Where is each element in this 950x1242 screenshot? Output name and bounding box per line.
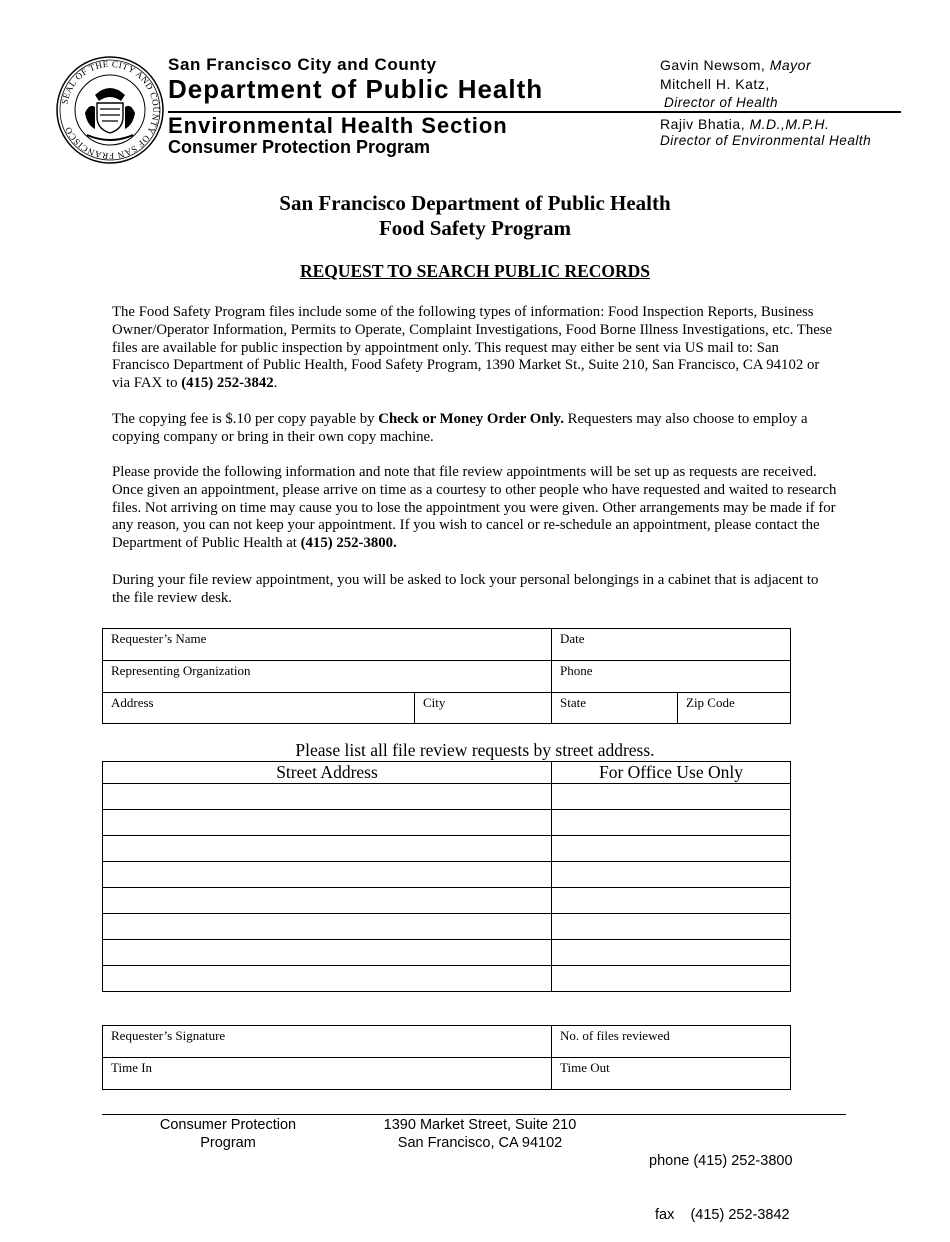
footer-program-line: Program bbox=[200, 1135, 256, 1151]
office-use-cell bbox=[551, 939, 791, 966]
office-use-cell bbox=[551, 809, 791, 836]
official-mayor bbox=[660, 57, 811, 73]
time-in-field[interactable] bbox=[102, 1057, 552, 1090]
requester-name-field[interactable] bbox=[102, 628, 552, 661]
field-label: Address bbox=[111, 695, 154, 710]
form-title: REQUEST TO SEARCH PUBLIC RECORDS bbox=[299, 261, 651, 281]
street-address-cell[interactable] bbox=[102, 939, 552, 966]
official-name: Rajiv Bhatia, bbox=[660, 116, 746, 132]
street-address-cell[interactable] bbox=[102, 835, 552, 862]
field-label: Time Out bbox=[560, 1060, 610, 1075]
footer-street: 1390 Market Street, Suite 210 bbox=[383, 1117, 577, 1133]
signature-field[interactable] bbox=[102, 1025, 552, 1058]
state-field[interactable] bbox=[551, 692, 678, 724]
fee-text: The copying fee is $.10 per copy payable by bbox=[112, 411, 379, 427]
page-subtitle: Food Safety Program bbox=[378, 216, 572, 240]
street-address-cell[interactable] bbox=[102, 913, 552, 940]
organization-field[interactable] bbox=[102, 660, 552, 693]
field-label: State bbox=[560, 695, 586, 710]
footer-program bbox=[128, 1116, 328, 1152]
official-director-env bbox=[660, 116, 829, 132]
fee-end: Requesters may also choose to employ a copying company or bring in their own copy machine. bbox=[112, 411, 808, 445]
field-label: Requester’s Signature bbox=[111, 1028, 226, 1043]
signature-form bbox=[102, 1025, 791, 1090]
field-label: Phone bbox=[560, 663, 593, 678]
street-address-cell[interactable] bbox=[102, 861, 552, 888]
zip-code-field[interactable] bbox=[677, 692, 791, 724]
office-use-header: For Office Use Only bbox=[551, 761, 791, 784]
field-label: Zip Code bbox=[686, 695, 735, 710]
city-field[interactable] bbox=[414, 692, 552, 724]
official-director-health-name: Mitchell H. Katz, bbox=[660, 76, 770, 92]
payment-method: Check or Money Order Only. bbox=[378, 411, 564, 427]
field-label: Representing Organization bbox=[111, 663, 251, 678]
official-name: Gavin Newsom, bbox=[660, 57, 766, 73]
address-field[interactable] bbox=[102, 692, 415, 724]
city-county-label: San Francisco City and County bbox=[168, 55, 437, 74]
appointment-paragraph bbox=[112, 464, 840, 553]
field-label: City bbox=[423, 695, 446, 710]
official-credentials: M.D.,M.P.H. bbox=[749, 116, 830, 132]
requester-info-form bbox=[102, 628, 791, 724]
appointment-text: Please provide the following information and note that file review appointments will be set up as requests are received. Once given an appointment, please arrive on time as a courtesy to other people who have requested and waited to research files. Not arriving on time may cause you to lose the appointment you were given. Other arrangements may be made if for any reason, you can not keep your appointment. If you wish to cancel or re-schedule an appointment, please contact the Department of Public Health at bbox=[112, 464, 837, 552]
official-director-env-title: Director of Environmental Health bbox=[660, 133, 872, 148]
footer-address bbox=[355, 1116, 605, 1152]
field-label: Date bbox=[560, 631, 585, 646]
date-field[interactable] bbox=[551, 628, 791, 661]
intro-end: . bbox=[273, 375, 278, 392]
street-address-cell[interactable] bbox=[102, 965, 552, 992]
street-address-cell[interactable] bbox=[102, 809, 552, 836]
request-list-table bbox=[102, 761, 791, 990]
department-name: Department of Public Health bbox=[168, 74, 544, 104]
fee-paragraph bbox=[112, 411, 840, 447]
office-use-cell bbox=[551, 861, 791, 888]
street-address-cell[interactable] bbox=[102, 887, 552, 914]
field-label: No. of files reviewed bbox=[560, 1028, 670, 1043]
section-name: Environmental Health Section bbox=[168, 113, 508, 138]
field-label: Requester’s Name bbox=[111, 631, 207, 646]
footer-program-line: Consumer Protection bbox=[159, 1117, 297, 1133]
footer-divider bbox=[102, 1114, 846, 1115]
footer-contact bbox=[634, 1116, 814, 1242]
street-address-header: Street Address bbox=[102, 761, 552, 784]
page-title: San Francisco Department of Public Health bbox=[279, 191, 671, 215]
footer-city: San Francisco, CA 94102 bbox=[397, 1135, 563, 1151]
official-title: Mayor bbox=[769, 57, 812, 73]
office-use-cell bbox=[551, 913, 791, 940]
office-use-cell bbox=[551, 887, 791, 914]
belongings-paragraph: During your file review appointment, you will be asked to lock your personal belongings in a cabinet that is adjacent to the file review desk. bbox=[112, 572, 819, 606]
request-list-caption: Please list all file review requests by street address. bbox=[295, 740, 655, 760]
field-label: Time In bbox=[111, 1060, 153, 1075]
footer-fax: fax (415) 252-3842 bbox=[655, 1207, 790, 1223]
office-use-cell bbox=[551, 783, 791, 810]
intro-text: The Food Safety Program files include some of the following types of information: Food Inspection Reports, Business Owner/Operator Information, Permits to Operate, Complaint Investigations, Food Borne Illness Investigations, etc. These files are available for public inspection by appointment only. This request may either be sent via US mail to: San Francisco Department of Public Health, Food Safety Program, 1390 Market St., Suite 210, San Francisco, CA 94102 or via FAX to bbox=[112, 304, 833, 392]
office-use-cell bbox=[551, 835, 791, 862]
street-address-cell[interactable] bbox=[102, 783, 552, 810]
office-use-cell bbox=[551, 965, 791, 992]
program-name: Consumer Protection Program bbox=[168, 137, 431, 157]
contact-phone: (415) 252-3800. bbox=[300, 535, 397, 552]
city-seal-logo bbox=[55, 55, 165, 165]
fax-number: (415) 252-3842 bbox=[181, 375, 274, 392]
time-out-field[interactable] bbox=[551, 1057, 791, 1090]
intro-paragraph bbox=[112, 304, 840, 393]
footer-phone: phone (415) 252-3800 bbox=[649, 1153, 793, 1169]
official-director-health-title: Director of Health bbox=[664, 95, 779, 110]
files-reviewed-field[interactable] bbox=[551, 1025, 791, 1058]
phone-field[interactable] bbox=[551, 660, 791, 693]
seal-ring-text: SEAL OF THE CITY AND COUNTY OF SAN FRANCISCO bbox=[59, 58, 162, 162]
